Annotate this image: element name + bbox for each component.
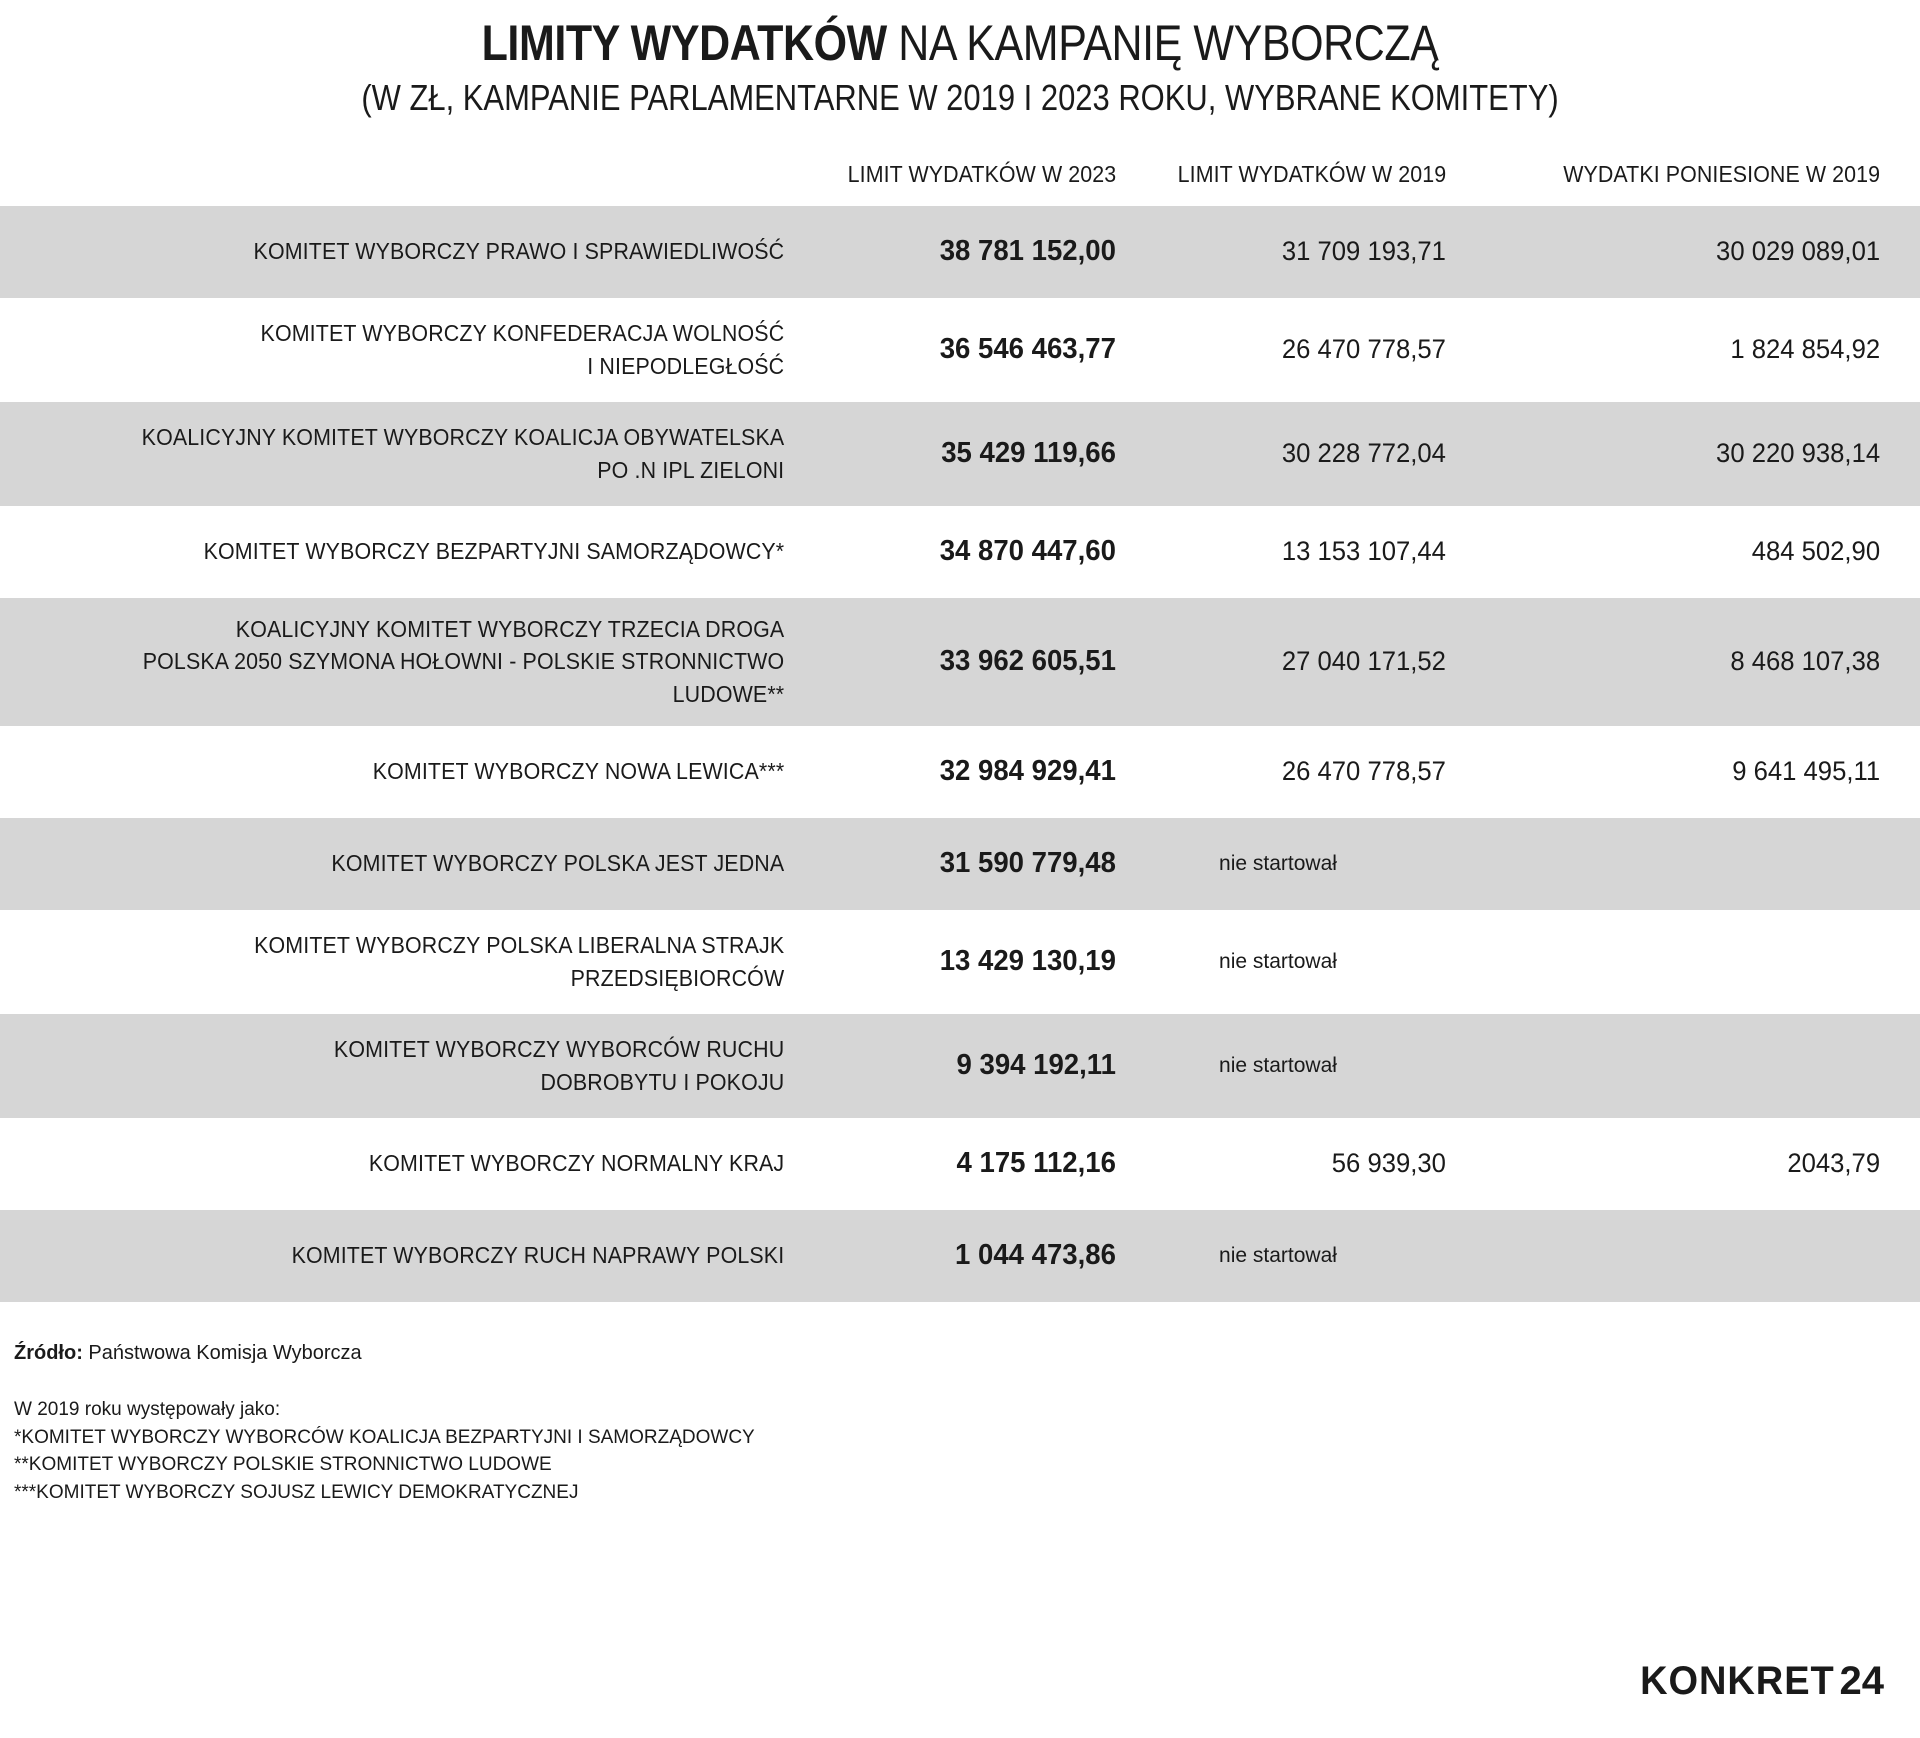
source-label: Źródło: bbox=[14, 1341, 83, 1364]
table-row bbox=[0, 1014, 1920, 1118]
committee-name-line: KOMITET WYBORCZY PRAWO I SPRAWIEDLIWOŚĆ bbox=[253, 238, 785, 265]
row-limit-2019-not-running: nie startował bbox=[1219, 949, 1337, 973]
footnote-2: **KOMITET WYBORCZY POLSKIE STRONNICTWO LUDOWE bbox=[14, 1454, 552, 1476]
table-row bbox=[0, 910, 1920, 1014]
row-limit-2023: 33 962 605,51 bbox=[939, 645, 1116, 678]
footer bbox=[0, 1302, 1920, 1508]
committee-name-line: KOMITET WYBORCZY NOWA LEWICA*** bbox=[372, 758, 785, 785]
row-limit-2019: 56 939,30 bbox=[1331, 1148, 1446, 1179]
row-committee-name bbox=[91, 847, 789, 880]
row-spent-2019: 30 220 938,14 bbox=[1716, 438, 1881, 469]
row-committee-name bbox=[91, 235, 789, 268]
row-limit-2019-not-running: nie startował bbox=[1219, 1053, 1337, 1077]
data-table bbox=[0, 206, 1920, 1302]
row-spent-2019: 2043,79 bbox=[1787, 1148, 1881, 1179]
row-limit-2023: 35 429 119,66 bbox=[941, 437, 1116, 470]
source-line bbox=[14, 1340, 1882, 1366]
row-spent-2019: 30 029 089,01 bbox=[1716, 236, 1881, 267]
committee-name-line: KOMITET WYBORCZY RUCH NAPRAWY POLSKI bbox=[291, 1242, 785, 1269]
row-committee-name bbox=[91, 929, 789, 994]
row-spent-2019: 8 468 107,38 bbox=[1730, 646, 1881, 677]
row-committee-name bbox=[91, 1147, 789, 1180]
row-limit-2023: 4 175 112,16 bbox=[956, 1147, 1116, 1180]
row-committee-name bbox=[91, 317, 789, 382]
committee-name-line: KOALICYJNY KOMITET WYBORCZY TRZECIA DROGA bbox=[235, 615, 785, 642]
row-limit-2023: 13 429 130,19 bbox=[939, 945, 1116, 978]
title-block bbox=[0, 0, 1920, 118]
row-limit-2023: 36 546 463,77 bbox=[939, 333, 1116, 366]
table-column-headers bbox=[0, 148, 1920, 188]
table-row bbox=[0, 818, 1920, 910]
row-committee-name bbox=[91, 421, 789, 486]
page-title bbox=[134, 16, 1785, 70]
row-spent-2019: 484 502,90 bbox=[1751, 536, 1881, 567]
row-committee-name bbox=[91, 1033, 789, 1098]
title-remainder: NA KAMPANIĘ WYBORCZĄ bbox=[886, 15, 1439, 71]
footnotes bbox=[14, 1396, 1882, 1508]
row-limit-2019: 26 470 778,57 bbox=[1281, 334, 1446, 365]
table-row bbox=[0, 206, 1920, 298]
committee-name-line: PRZEDSIĘBIORCÓW bbox=[570, 964, 785, 991]
row-limit-2019-not-running: nie startował bbox=[1219, 851, 1337, 875]
table-row bbox=[0, 506, 1920, 598]
committee-name-line: DOBROBYTU I POKOJU bbox=[540, 1068, 785, 1095]
table-row bbox=[0, 1118, 1920, 1210]
committee-name-line: KOMITET WYBORCZY POLSKA LIBERALNA STRAJK bbox=[254, 931, 785, 958]
page-subtitle: (W ZŁ, KAMPANIE PARLAMENTARNE W 2019 I 2023 ROKU, WYBRANE KOMITETY) bbox=[361, 77, 1559, 118]
table-row bbox=[0, 402, 1920, 506]
table-row bbox=[0, 598, 1920, 726]
column-header-limit-2023: LIMIT WYDATKÓW W 2023 bbox=[847, 160, 1117, 187]
row-limit-2023: 31 590 779,48 bbox=[939, 847, 1116, 880]
committee-name-line: KOMITET WYBORCZY KONFEDERACJA WOLNOŚĆ bbox=[260, 319, 785, 346]
logo-suffix: 24 bbox=[1839, 1659, 1884, 1703]
row-limit-2019: 31 709 193,71 bbox=[1281, 236, 1446, 267]
committee-name-line: KOALICYJNY KOMITET WYBORCZY KOALICJA OBYWATELSKA bbox=[141, 423, 785, 450]
row-committee-name bbox=[91, 755, 789, 788]
row-limit-2023: 32 984 929,41 bbox=[939, 755, 1116, 788]
logo-wordmark: KONKRET bbox=[1639, 1659, 1835, 1703]
committee-name-line: LUDOWE** bbox=[672, 680, 785, 707]
footnote-3: ***KOMITET WYBORCZY SOJUSZ LEWICY DEMOKRATYCZNEJ bbox=[14, 1482, 579, 1504]
konkret24-logo bbox=[1635, 1659, 1884, 1704]
title-emphasis: LIMITY WYDATKÓW bbox=[481, 15, 887, 71]
row-spent-2019: 9 641 495,11 bbox=[1732, 756, 1881, 787]
row-limit-2019: 27 040 171,52 bbox=[1281, 646, 1446, 677]
row-committee-name bbox=[91, 613, 789, 711]
footnote-1: *KOMITET WYBORCZY WYBORCÓW KOALICJA BEZPARTYJNI I SAMORZĄDOWCY bbox=[14, 1426, 755, 1448]
table-row bbox=[0, 726, 1920, 818]
committee-name-line: POLSKA 2050 SZYMONA HOŁOWNI - POLSKIE STRONNICTWO bbox=[142, 648, 785, 675]
row-limit-2023: 34 870 447,60 bbox=[939, 535, 1116, 568]
row-limit-2019: 13 153 107,44 bbox=[1281, 536, 1446, 567]
footnote-intro: W 2019 roku występowały jako: bbox=[14, 1398, 281, 1420]
committee-name-line: KOMITET WYBORCZY BEZPARTYJNI SAMORZĄDOWCY* bbox=[203, 538, 785, 565]
row-limit-2023: 9 394 192,11 bbox=[956, 1049, 1116, 1082]
row-limit-2023: 38 781 152,00 bbox=[939, 235, 1116, 268]
table-row bbox=[0, 1210, 1920, 1302]
row-spent-2019: 1 824 854,92 bbox=[1730, 334, 1881, 365]
row-limit-2019: 30 228 772,04 bbox=[1281, 438, 1446, 469]
source-value: Państwowa Komisja Wyborcza bbox=[82, 1341, 362, 1364]
committee-name-line: KOMITET WYBORCZY POLSKA JEST JEDNA bbox=[331, 850, 785, 877]
committee-name-line: KOMITET WYBORCZY NORMALNY KRAJ bbox=[368, 1150, 785, 1177]
row-limit-2023: 1 044 473,86 bbox=[955, 1239, 1116, 1272]
column-header-spent-2019: WYDATKI PONIESIONE W 2019 bbox=[1563, 160, 1881, 187]
row-limit-2019: 26 470 778,57 bbox=[1281, 756, 1446, 787]
table-row bbox=[0, 298, 1920, 402]
row-committee-name bbox=[91, 1239, 789, 1272]
column-header-limit-2019: LIMIT WYDATKÓW W 2019 bbox=[1177, 160, 1447, 187]
committee-name-line: I NIEPODLEGŁOŚĆ bbox=[587, 352, 785, 379]
committee-name-line: PO .N IPL ZIELONI bbox=[597, 456, 785, 483]
row-limit-2019-not-running: nie startował bbox=[1219, 1243, 1337, 1267]
row-committee-name bbox=[91, 535, 789, 568]
committee-name-line: KOMITET WYBORCZY WYBORCÓW RUCHU bbox=[333, 1035, 785, 1062]
